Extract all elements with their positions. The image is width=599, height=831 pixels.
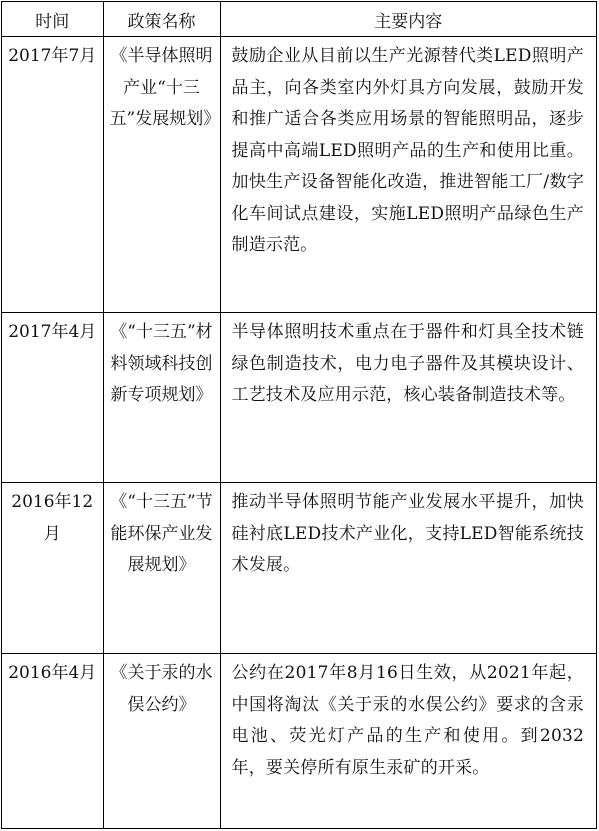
content-cell	[220, 654, 596, 829]
date-cell	[2, 654, 103, 829]
policy-name-cell	[103, 37, 220, 313]
row-policy-name: 《半导体照明产业“十三五”发展规划》	[109, 46, 221, 129]
policy-name-cell	[103, 483, 220, 654]
date-cell	[2, 483, 103, 654]
table-row	[2, 313, 596, 483]
content-cell	[220, 483, 596, 654]
header-policy-name: 政策名称	[103, 2, 220, 37]
row-policy-name: 《“十三五”材料领域科技创新专项规划》	[110, 322, 213, 405]
row-content: 推动半导体照明节能产业发展水平提升，加快硅衬底LED技术产业化，支持LED智能系统技术发展。	[231, 492, 584, 575]
table-row	[2, 654, 596, 829]
table-header-row	[2, 2, 596, 37]
row-content: 公约在2017年8月16日生效，从2021年起，中国将淘汰《关于汞的水俣公约》要求的含汞电池、荧光灯产品的生产和使用。到2032年，要关停所有原生汞矿的开采。	[231, 663, 584, 778]
row-policy-name: 《关于汞的水俣公约》	[110, 663, 213, 715]
policy-table	[2, 2, 596, 828]
content-cell	[220, 313, 596, 483]
row-policy-name: 《“十三五”节能环保产业发展规划》	[110, 492, 213, 575]
row-content: 半导体照明技术重点在于器件和灯具全技术链绿色制造技术，电力电子器件及其模块设计、工艺技术及应用示范，核心装备制造技术等。	[231, 322, 584, 405]
policy-name-cell	[103, 654, 220, 829]
row-date: 2017年7月	[8, 46, 97, 66]
header-main-content: 主要内容	[220, 2, 596, 37]
header-time: 时间	[2, 2, 103, 37]
policy-name-cell	[103, 313, 220, 483]
content-cell	[220, 37, 596, 313]
date-cell	[2, 37, 103, 313]
policy-table-container	[1, 1, 597, 829]
table-row	[2, 37, 596, 313]
row-date: 2016年12月	[11, 492, 94, 544]
table-row	[2, 483, 596, 654]
row-date: 2016年4月	[8, 663, 97, 683]
row-content: 鼓励企业从目前以生产光源替代类LED照明产品主，向各类室内外灯具方向发展，鼓励开发和推广适合各类应用场景的智能照明品，逐步提高中高端LED照明产品的生产和使用比重。加快生产设备智能化改造，推进智能工厂/数字化车间试点建设，实施LED照明产品绿色生产制造示范。	[231, 46, 584, 255]
date-cell	[2, 313, 103, 483]
row-date: 2017年4月	[8, 322, 97, 342]
